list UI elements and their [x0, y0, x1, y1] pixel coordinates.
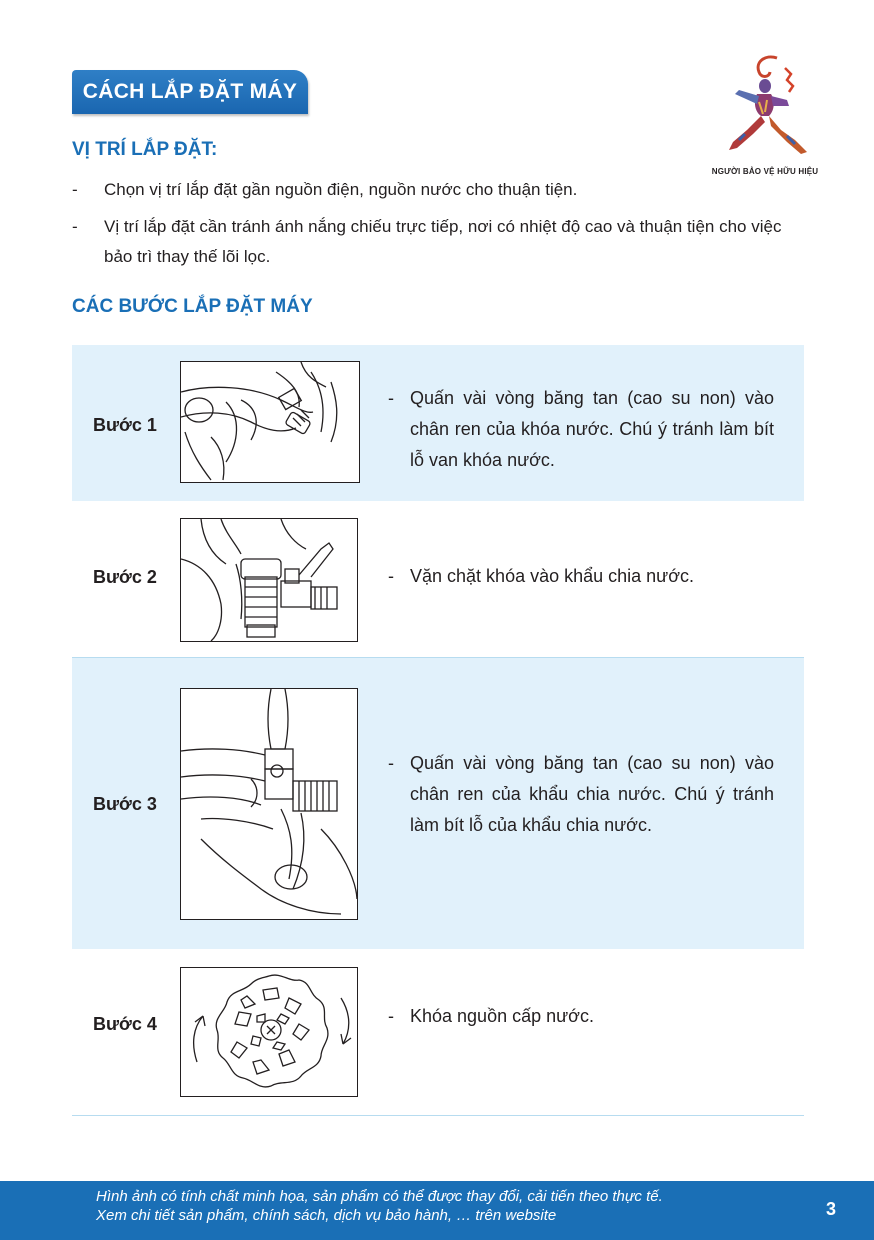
section-header-title: CÁCH LẮP ĐẶT MÁY	[82, 80, 298, 103]
step-4-illustration	[180, 967, 358, 1097]
bullet-dash: -	[72, 217, 78, 236]
desc-dash: -	[388, 388, 394, 408]
divider	[72, 1115, 804, 1116]
section-header-tab	[72, 70, 308, 114]
step-row-4	[72, 949, 804, 1115]
desc-text: Khóa nguồn cấp nước.	[410, 1006, 594, 1026]
step-2-illustration	[180, 518, 358, 642]
page-footer	[0, 1181, 874, 1240]
step-row-2	[72, 501, 804, 657]
hands-valve-illustration-icon	[181, 362, 359, 482]
step-label: Bước 2	[93, 567, 157, 587]
bullet-text: Chọn vị trí lắp đặt gần nguồn điện, nguồn nước cho thuận tiện.	[104, 180, 578, 199]
desc-text: Quấn vài vòng băng tan (cao su non) vào chân ren của khóa nước. Chú ý tránh làm bít lỗ van khóa nước.	[410, 388, 774, 470]
desc-dash: -	[388, 566, 394, 586]
desc-text: Vặn chặt khóa vào khẩu chia nước.	[410, 566, 695, 586]
desc-text: Quấn vài vòng băng tan (cao su non) vào chân ren của khẩu chia nước. Chú ý tránh làm bít lỗ của khẩu chia nước.	[410, 753, 774, 835]
page-number: 3	[825, 1199, 836, 1219]
tee-thread-illustration-icon	[181, 689, 357, 919]
step-row-3	[72, 658, 804, 949]
steps-section-title: CÁC BƯỚC LẮP ĐẶT MÁY	[72, 296, 313, 317]
brand-logo	[700, 50, 830, 185]
step-1-illustration	[180, 361, 360, 483]
step-row-1	[72, 345, 804, 501]
superhero-logo-icon	[715, 50, 815, 165]
step-3-illustration	[180, 688, 358, 920]
step-label: Bước 1	[93, 415, 157, 435]
footer-notes	[96, 1187, 663, 1225]
bullet-text: Vị trí lắp đặt cần tránh ánh nắng chiếu trực tiếp, nơi có nhiệt độ cao và thuận tiện cho việc bảo trì thay thế lõi lọc.	[104, 217, 782, 266]
desc-dash: -	[388, 1006, 394, 1026]
footer-website-note: Xem chi tiết sản phẩm, chính sách, dịch vụ bảo hành, … trên website	[96, 1207, 557, 1224]
footer-disclaimer: Hình ảnh có tính chất minh họa, sản phẩm có thể được thay đổi, cải tiến theo thực tế.	[96, 1188, 663, 1205]
desc-dash: -	[388, 753, 394, 773]
valve-tee-illustration-icon	[181, 519, 357, 641]
location-section-title: VỊ TRÍ LẮP ĐẶT:	[72, 139, 218, 160]
bullet-dash: -	[72, 180, 78, 199]
logo-caption: NGƯỜI BẢO VỆ HỮU HIỆU	[711, 167, 819, 176]
handwheel-icon	[181, 968, 357, 1096]
step-label: Bước 3	[93, 794, 157, 814]
step-label: Bước 4	[93, 1014, 157, 1034]
